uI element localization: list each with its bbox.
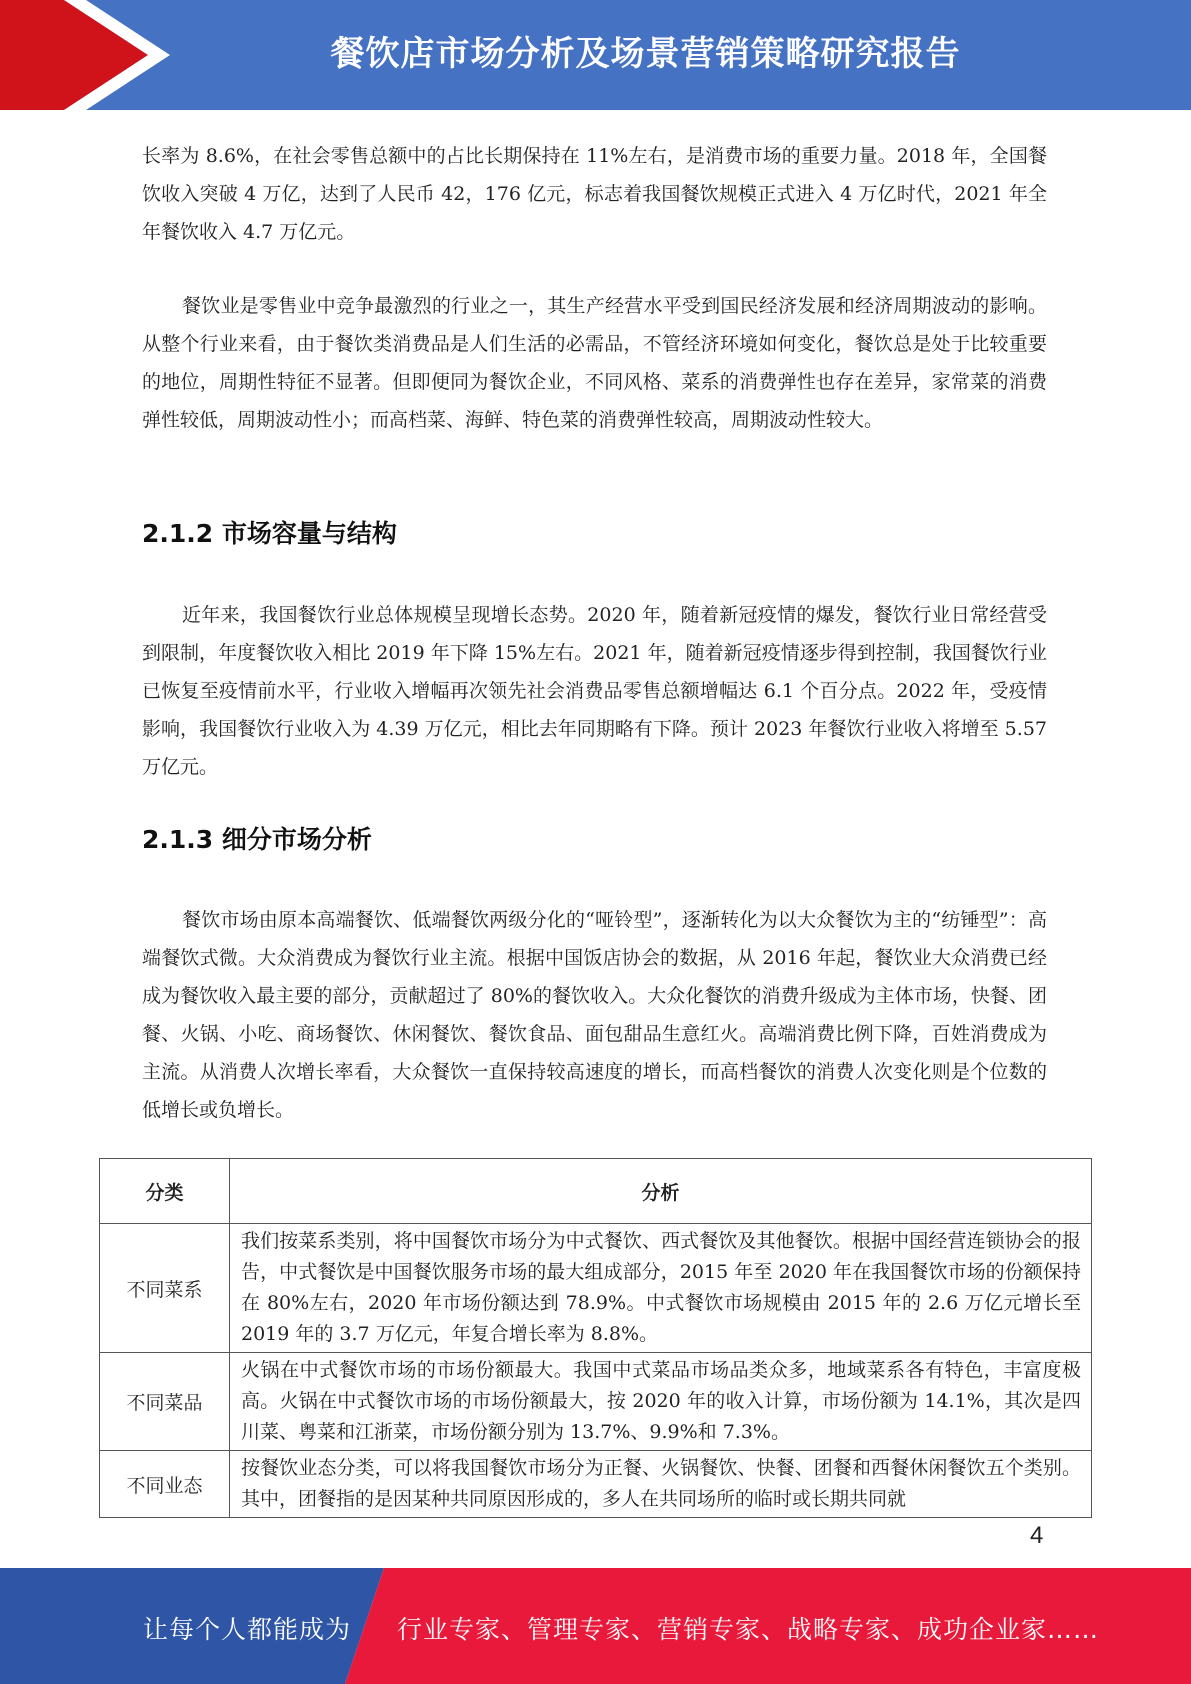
paragraph-market-capacity: 近年来，我国餐饮行业总体规模呈现增长态势。2020 年，随着新冠疫情的爆发，餐饮行业日常经营受到限制，年度餐饮收入相比 2019 年下降 15%左右。2021 年，随着新冠疫情逐步得到控制，我国餐饮行业已恢复至疫情前水平，行业收入增幅再次领先社会消费品零售总额增幅达 6.1 个百分点。2022 年，受疫情影响，我国餐饮行业收入为 4.39 万亿元，相比去年同期略有下降。预计 2023 年餐饮行业收入将增至 5.57 万亿元。 xyxy=(142,604,1047,778)
intro-section xyxy=(142,137,1047,251)
column-header-category: 分类 xyxy=(100,1159,230,1224)
section-heading-segment-analysis: 2.1.3 细分市场分析 xyxy=(142,825,372,854)
row-category: 不同业态 xyxy=(100,1451,230,1518)
paragraph-growth: 长率为 8.6%，在社会零售总额中的占比长期保持在 11%左右，是消费市场的重要力量。2018 年，全国餐饮收入突破 4 万亿，达到了人民币 42，176 亿元，标志着我国餐饮规模正式进入 4 万亿时代，2021 年全年餐饮收入 4.7 万亿元。 xyxy=(142,145,1047,243)
page-number: 4 xyxy=(1030,1522,1044,1549)
footer-slogan-left: 让每个人都能成为 xyxy=(143,1615,352,1644)
table-header-row xyxy=(100,1159,1092,1224)
row-category: 不同菜系 xyxy=(100,1224,230,1353)
column-header-analysis: 分析 xyxy=(230,1159,1092,1224)
table-row xyxy=(100,1224,1092,1353)
row-category: 不同菜品 xyxy=(100,1353,230,1451)
paragraph-segment-analysis: 餐饮市场由原本高端餐饮、低端餐饮两级分化的“哑铃型”，逐渐转化为以大众餐饮为主的“纺锤型”：高端餐饮式微。大众消费成为餐饮行业主流。根据中国饭店协会的数据，从 2016 年起，餐饮业大众消费已经成为餐饮收入最主要的部分，贡献超过了 80%的餐饮收入。大众化餐饮的消费升级成为主体市场，快餐、团餐、火锅、小吃、商场餐饮、休闲餐饮、餐饮食品、面包甜品生意红火。高端消费比例下降，百姓消费成为主流。从消费人次增长率看，大众餐饮一直保持较高速度的增长，而高档餐饮的消费人次变化则是个位数的低增长或负增长。 xyxy=(142,909,1047,1121)
paragraph-competition: 餐饮业是零售业中竞争最激烈的行业之一，其生产经营水平受到国民经济发展和经济周期波动的影响。从整个行业来看，由于餐饮类消费品是人们生活的必需品，不管经济环境如何变化，餐饮总是处于比较重要的地位，周期性特征不显著。但即便同为餐饮企业，不同风格、菜系的消费弹性也存在差异，家常菜的消费弹性较低，周期波动性小；而高档菜、海鲜、特色菜的消费弹性较高，周期波动性较大。 xyxy=(142,295,1047,431)
table-row xyxy=(100,1353,1092,1451)
section-heading-market-capacity: 2.1.2 市场容量与结构 xyxy=(142,519,397,548)
row-analysis: 我们按菜系类别，将中国餐饮市场分为中式餐饮、西式餐饮及其他餐饮。根据中国经营连锁协会的报告，中式餐饮是中国餐饮服务市场的最大组成部分，2015 年至 2020 年在我国餐饮市场的份额保持在 80%左右，2020 年市场份额达到 78.9%。中式餐饮市场规模由 2015 年的 2.6 万亿元增长至 2019 年的 3.7 万亿元，年复合增长率为 8.8%。 xyxy=(230,1224,1092,1353)
competition-section xyxy=(142,287,1047,439)
page-header-banner xyxy=(0,0,1191,110)
segment-analysis-section xyxy=(142,901,1047,1129)
row-analysis: 火锅在中式餐饮市场的市场份额最大。我国中式菜品市场品类众多，地域菜系各有特色，丰富度极高。火锅在中式餐饮市场的市场份额最大，按 2020 年的收入计算，市场份额为 14.1%，其次是四川菜、粤菜和江浙菜，市场份额分别为 13.7%、9.9%和 7.3%。 xyxy=(230,1353,1092,1451)
table-row xyxy=(100,1451,1092,1518)
segment-analysis-table xyxy=(99,1158,1092,1518)
footer-slogan-right: 行业专家、管理专家、营销专家、战略专家、成功企业家…… xyxy=(397,1615,1100,1644)
market-capacity-section xyxy=(142,596,1047,786)
report-title: 餐饮店市场分析及场景营销策略研究报告 xyxy=(330,34,961,74)
page-footer-banner xyxy=(0,1568,1191,1684)
row-analysis: 按餐饮业态分类，可以将我国餐饮市场分为正餐、火锅餐饮、快餐、团餐和西餐休闲餐饮五个类别。其中，团餐指的是因某种共同原因形成的，多人在共同场所的临时或长期共同就 xyxy=(230,1451,1092,1518)
